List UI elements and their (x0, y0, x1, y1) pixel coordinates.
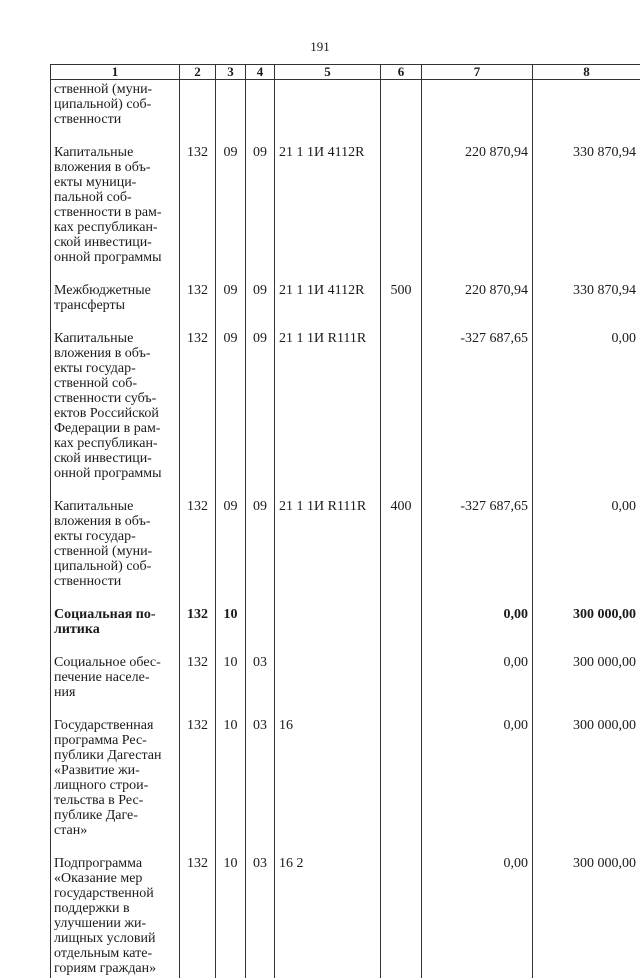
target-article-cell: 21 1 1И R111R (275, 331, 381, 499)
header-row (51, 65, 640, 80)
column-header: 5 (275, 65, 381, 80)
row-name-cell: Капитальные вложения в объ- екты муници- пальной соб- ственности в рам- ках республикан- ской инвестици- онной программы (51, 145, 180, 283)
amount-total-cell (533, 80, 640, 146)
column-header: 3 (216, 65, 246, 80)
target-article-cell: 21 1 1И 4112R (275, 145, 381, 283)
amount-total-cell: 300 000,00 (533, 607, 640, 655)
expense-type-cell: 400 (381, 499, 422, 607)
section-cell: 09 (216, 499, 246, 607)
row-name-cell: Государственная программа Рес- публики Дагестан «Развитие жи- лищного строи- тельства в Рес- публике Даге- стан» (51, 718, 180, 856)
admin-code-cell (180, 80, 216, 146)
subsection-cell (246, 607, 275, 655)
column-header: 7 (422, 65, 533, 80)
table-body (51, 80, 640, 978)
amount-total-cell: 0,00 (533, 331, 640, 499)
section-cell (216, 80, 246, 146)
row-name-cell: Социальное обес- печение населе- ния (51, 655, 180, 718)
amount-change-cell: 220 870,94 (422, 145, 533, 283)
table-row (51, 331, 640, 499)
table-row (51, 607, 640, 655)
amount-total-cell: 300 000,00 (533, 718, 640, 856)
amount-total-cell: 330 870,94 (533, 145, 640, 283)
row-name-cell: Капитальные вложения в объ- екты государ- ственной соб- ственности субъ- ектов Российской Федерации в рам- ках республикан- ской инвестици- онной программы (51, 331, 180, 499)
budget-table (50, 64, 640, 978)
column-header: 6 (381, 65, 422, 80)
section-cell: 10 (216, 655, 246, 718)
target-article-cell: 21 1 1И R111R (275, 499, 381, 607)
table-row (51, 856, 640, 978)
amount-total-cell: 0,00 (533, 499, 640, 607)
admin-code-cell: 132 (180, 499, 216, 607)
amount-change-cell: -327 687,65 (422, 499, 533, 607)
admin-code-cell: 132 (180, 145, 216, 283)
subsection-cell: 09 (246, 283, 275, 331)
admin-code-cell: 132 (180, 607, 216, 655)
column-header: 1 (51, 65, 180, 80)
table-row (51, 283, 640, 331)
row-name-cell: Капитальные вложения в объ- екты государ- ственной (муни- ципальной) соб- ственности (51, 499, 180, 607)
row-name-cell: Межбюджетные трансферты (51, 283, 180, 331)
expense-type-cell (381, 856, 422, 978)
expense-type-cell (381, 655, 422, 718)
expense-type-cell: 500 (381, 283, 422, 331)
section-cell: 10 (216, 718, 246, 856)
amount-change-cell: 0,00 (422, 718, 533, 856)
target-article-cell (275, 80, 381, 146)
target-article-cell (275, 607, 381, 655)
amount-change-cell: 220 870,94 (422, 283, 533, 331)
admin-code-cell: 132 (180, 283, 216, 331)
section-cell: 09 (216, 145, 246, 283)
amount-change-cell: 0,00 (422, 607, 533, 655)
expense-type-cell (381, 80, 422, 146)
table-header (51, 65, 640, 80)
subsection-cell: 03 (246, 655, 275, 718)
expense-type-cell (381, 718, 422, 856)
admin-code-cell: 132 (180, 331, 216, 499)
amount-total-cell: 300 000,00 (533, 856, 640, 978)
target-article-cell (275, 655, 381, 718)
row-name-cell: Подпрограмма «Оказание мер государственной поддержки в улучшении жи- лищных условий отдельным кате- гориям граждан» (51, 856, 180, 978)
target-article-cell: 21 1 1И 4112R (275, 283, 381, 331)
table-row (51, 718, 640, 856)
subsection-cell: 09 (246, 499, 275, 607)
amount-total-cell: 300 000,00 (533, 655, 640, 718)
table-row (51, 145, 640, 283)
amount-total-cell: 330 870,94 (533, 283, 640, 331)
subsection-cell: 03 (246, 856, 275, 978)
amount-change-cell (422, 80, 533, 146)
table-row (51, 655, 640, 718)
subsection-cell: 03 (246, 718, 275, 856)
section-cell: 10 (216, 607, 246, 655)
amount-change-cell: 0,00 (422, 856, 533, 978)
section-cell: 09 (216, 283, 246, 331)
row-name-cell: Социальная по- литика (51, 607, 180, 655)
target-article-cell: 16 2 (275, 856, 381, 978)
admin-code-cell: 132 (180, 856, 216, 978)
expense-type-cell (381, 331, 422, 499)
subsection-cell: 09 (246, 331, 275, 499)
subsection-cell (246, 80, 275, 146)
column-header: 8 (533, 65, 640, 80)
expense-type-cell (381, 607, 422, 655)
page-number: 191 (0, 39, 640, 55)
section-cell: 09 (216, 331, 246, 499)
target-article-cell: 16 (275, 718, 381, 856)
expense-type-cell (381, 145, 422, 283)
amount-change-cell: 0,00 (422, 655, 533, 718)
table-row (51, 499, 640, 607)
amount-change-cell: -327 687,65 (422, 331, 533, 499)
admin-code-cell: 132 (180, 655, 216, 718)
subsection-cell: 09 (246, 145, 275, 283)
section-cell: 10 (216, 856, 246, 978)
column-header: 4 (246, 65, 275, 80)
admin-code-cell: 132 (180, 718, 216, 856)
table-row (51, 80, 640, 146)
row-name-cell: ственной (муни- ципальной) соб- ственности (51, 80, 180, 146)
column-header: 2 (180, 65, 216, 80)
